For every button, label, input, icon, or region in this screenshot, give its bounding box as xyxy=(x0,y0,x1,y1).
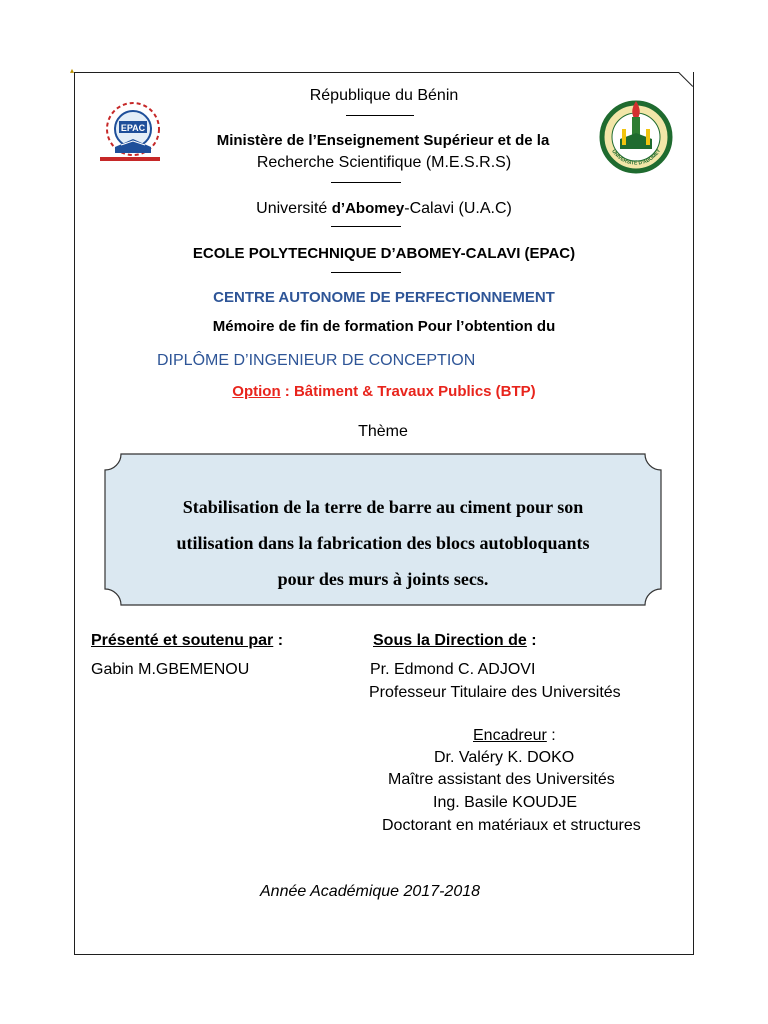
option-line xyxy=(0,383,768,400)
ministry-line1: Ministère de l’Enseignement Supérieur et de la xyxy=(216,132,550,149)
option-value: : Bâtiment & Travaux Publics (BTP) xyxy=(280,383,536,400)
theme-box xyxy=(103,452,663,607)
svg-text:UNIVERSITÉ D'ABOMEY-CALAVI: UNIVERSITÉ D'ABOMEY xyxy=(610,148,663,167)
direction-heading xyxy=(373,632,537,650)
theme-line2: utilisation dans la fabrication des blocs autobloquants xyxy=(176,533,590,553)
theme-label: Thème xyxy=(358,423,408,440)
school-name: ECOLE POLYTECHNIQUE D’ABOMEY-CALAVI (EPAC) xyxy=(192,245,576,262)
university-pre: Université xyxy=(256,200,332,217)
director-name: Pr. Edmond C. ADJOVI xyxy=(370,661,536,678)
folded-corner xyxy=(679,72,694,86)
option-label: Option xyxy=(232,383,281,400)
encadreur-label: Encadreur xyxy=(473,727,547,744)
direction-label: Sous la Direction de xyxy=(373,632,527,649)
theme-line1: Stabilisation de la terre de barre au ciment pour son xyxy=(182,497,584,517)
university-text xyxy=(0,200,768,218)
direction-colon: : xyxy=(526,632,537,649)
divider xyxy=(331,182,401,183)
divider xyxy=(346,115,414,116)
academic-year: Année Académique 2017-2018 xyxy=(260,883,481,900)
divider xyxy=(331,226,401,227)
centre-title: CENTRE AUTONOME DE PERFECTIONNEMENT xyxy=(213,289,555,306)
presenter-label: Présenté et soutenu par xyxy=(91,632,274,649)
svg-text:EPAC: EPAC xyxy=(120,123,146,133)
theme-title xyxy=(103,489,663,597)
ministry-line2: Recherche Scientifique (M.E.S.R.S) xyxy=(256,154,512,171)
encadreur-heading xyxy=(473,727,556,745)
director-title: Professeur Titulaire des Universités xyxy=(369,684,621,701)
presenter-colon: : xyxy=(273,632,284,649)
university-bold: d’Abomey xyxy=(331,200,405,217)
divider xyxy=(331,272,401,273)
encadreur-2-title: Doctorant en matériaux et structures xyxy=(382,817,641,834)
encadreur-colon: : xyxy=(546,727,556,744)
presenter-heading xyxy=(91,632,283,650)
diploma-title: DIPLÔME D’INGENIEUR DE CONCEPTION xyxy=(157,352,476,369)
encadreur-1-name: Dr. Valéry K. DOKO xyxy=(434,749,575,766)
anchor-mark: ▴ xyxy=(70,66,75,75)
university-post: -Calavi (U.A.C) xyxy=(404,200,512,217)
republic-text: République du Bénin xyxy=(309,87,459,104)
presenter-name: Gabin M.GBEMENOU xyxy=(91,661,250,678)
memoire-text: Mémoire de fin de formation Pour l’obtention du xyxy=(212,318,556,335)
encadreur-1-title: Maître assistant des Universités xyxy=(388,771,615,788)
theme-line3: pour des murs à joints secs. xyxy=(277,569,489,589)
encadreur-2-name: Ing. Basile KOUDJE xyxy=(433,794,578,811)
